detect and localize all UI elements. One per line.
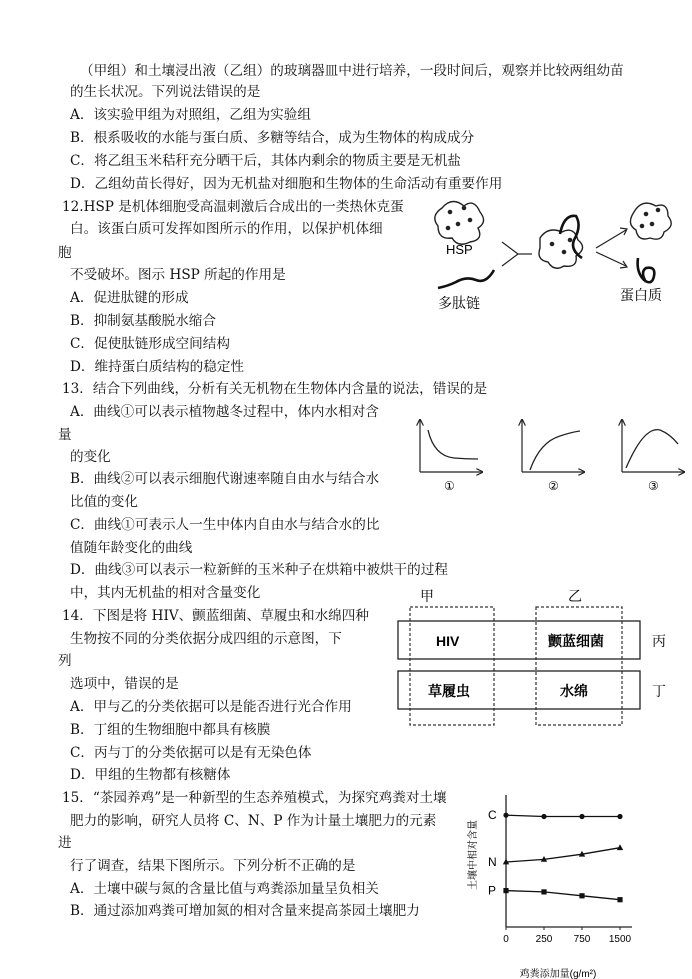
option-b: 比值的变化 [70,494,138,510]
option-d: D．乙组幼苗长得好，因为无机盐对细胞和生物体的生命活动有重要作用 [70,176,503,192]
option-c: C．丙与丁的分类依据可以是有无染色体 [70,745,312,761]
chart-x-tick-label: 0 [503,934,509,945]
option-a: 的变化 [70,449,111,465]
option-d: 中，其内无机盐的相对含量变化 [70,585,261,601]
option-a: A．该实验甲组为对照组，乙组为实验组 [70,107,311,123]
row-ding-label: 丁 [652,683,666,699]
option-b: B．丁组的生物细胞中都具有核膜 [70,722,271,738]
hsp-figure [420,190,680,310]
row-bing-label: 丙 [652,633,666,649]
series-line-c [506,815,620,816]
series-label-c: C [488,808,497,823]
data-point [617,897,622,902]
option-a: A．促进肽键的形成 [70,290,189,306]
curve-3-axes [622,420,684,472]
data-point [617,814,622,819]
option-b: B．通过添加鸡粪可增加氮的相对含量来提高茶园土壤肥力 [70,903,420,919]
question-14-stem: 选项中，错误的是 [70,676,179,692]
question-13-stem: 13．结合下列曲线，分析有关无机物在生物体内含量的说法，错误的是 [62,381,488,397]
soil-nutrient-chart [462,783,642,979]
arrow-up [596,230,626,248]
data-point [617,844,623,850]
chart-xlabel: 鸡粪添加量(g/m²) [519,969,597,979]
text-line: 的生长状况。下列说法错误的是 [70,84,261,100]
spirogyra-label: 水绵 [560,683,588,699]
question-14-stem: 生物按不同的分类依据分成四组的示意图，下 [70,631,342,647]
join-arrow [502,242,518,266]
question-14-stem: 列 [58,653,72,669]
chart-axes [503,795,632,945]
chart-marks [488,808,623,902]
hsp-blob-left [435,201,484,244]
col-yi-label: 乙 [568,588,582,604]
option-a: A．甲与乙的分类依据可以是能否进行光合作用 [70,699,352,715]
series-line-p [506,891,620,900]
hiv-label: HIV [436,633,460,649]
curve-1 [428,430,478,459]
option-d: D．维持蛋白质结构的稳定性 [70,359,245,375]
question-15-stem: 肥力的影响，研究人员将 C、N、P 作为计量土壤肥力的元素 [70,813,437,829]
option-c: 值随年龄变化的曲线 [70,540,193,556]
series-line-n [506,848,620,862]
curve-2-label: ② [548,479,559,493]
question-15-stem: 行了调查，结果下图所示。下列分析不正确的是 [70,858,356,874]
arrow-down [596,252,626,266]
group-yi-box [536,607,622,725]
curves-figure [410,412,690,494]
series-label-p: P [488,883,497,898]
curve-2 [530,431,580,470]
peptide-label: 多肽链 [438,295,480,310]
question-12-stem: 白。该蛋白质可发挥如图所示的作用，以保护机体细 [70,221,383,237]
data-point [579,814,584,819]
text-line: （甲组）和土壤浸出液（乙组）的玻璃器皿中进行培养，一段时间后，观察并比较两组幼苗 [80,63,624,79]
option-a: A．曲线①可以表示植物越冬过程中，体内水相对含 [70,404,379,420]
folded-protein [638,258,655,282]
option-c: C．促使肽链形成空间结构 [70,336,230,352]
chart-x-tick-label: 1500 [608,934,632,945]
chart-ylabel: 土壤中相对含量 [468,820,479,890]
question-15-stem: 进 [58,835,72,851]
question-12-stem: 胞 [58,245,72,261]
curve-1-axes [420,420,482,472]
data-point [503,888,508,893]
option-a: A．土壤中碳与氮的含量比值与鸡粪添加量呈负相关 [70,881,379,897]
peptide-chain [438,270,494,288]
classification-figure [390,585,686,727]
chart-x-tick-label: 750 [573,934,591,945]
data-point [579,893,584,898]
paramecium-label: 草履虫 [428,683,470,699]
curve-3 [626,430,678,468]
question-12-stem: 不受破坏。图示 HSP 所起的作用是 [70,267,286,283]
curve-2-axes [522,420,584,472]
curve-1-label: ① [444,479,455,493]
series-label-n: N [488,855,497,869]
data-point [541,814,546,819]
option-b: B．曲线②可以表示细胞代谢速率随自由水与结合水 [70,471,380,487]
chart-x-tick-label: 250 [535,934,553,945]
data-point [541,889,546,894]
option-c: C．曲线①可表示人一生中体内自由水与结合水的比 [70,517,380,533]
question-14-stem: 14．下图是将 HIV、颤蓝细菌、草履虫和水绵四种 [62,608,369,624]
cyanobacteria-label: 颤蓝细菌 [548,633,604,649]
col-jia-label: 甲 [420,588,434,604]
protein-label: 蛋白质 [620,287,662,303]
question-12-stem: 12.HSP 是机体细胞受高温刺激后合成出的一类热休克蛋 [62,199,404,215]
option-b: B．根系吸收的水能与蛋白质、多糖等结合，成为生物体的构成成分 [70,130,475,146]
option-a: 量 [58,427,72,443]
option-d: D．曲线③可以表示一粒新鲜的玉米种子在烘箱中被烘干的过程 [70,562,448,578]
option-c: C．将乙组玉米秸秆充分晒干后，其体内剩余的物质主要是无机盐 [70,153,462,169]
option-b: B．抑制氨基酸脱水缩合 [70,313,216,329]
data-point [503,813,508,818]
option-d: D．甲组的生物都有核糖体 [70,767,231,783]
curve-3-label: ③ [648,479,659,493]
group-jia-box [410,607,494,725]
hsp-label: HSP [446,242,473,257]
question-15-stem: 15．“茶园养鸡”是一种新型的生态养殖模式，为探究鸡粪对土壤 [62,790,447,806]
hsp-blob-right [630,203,671,239]
